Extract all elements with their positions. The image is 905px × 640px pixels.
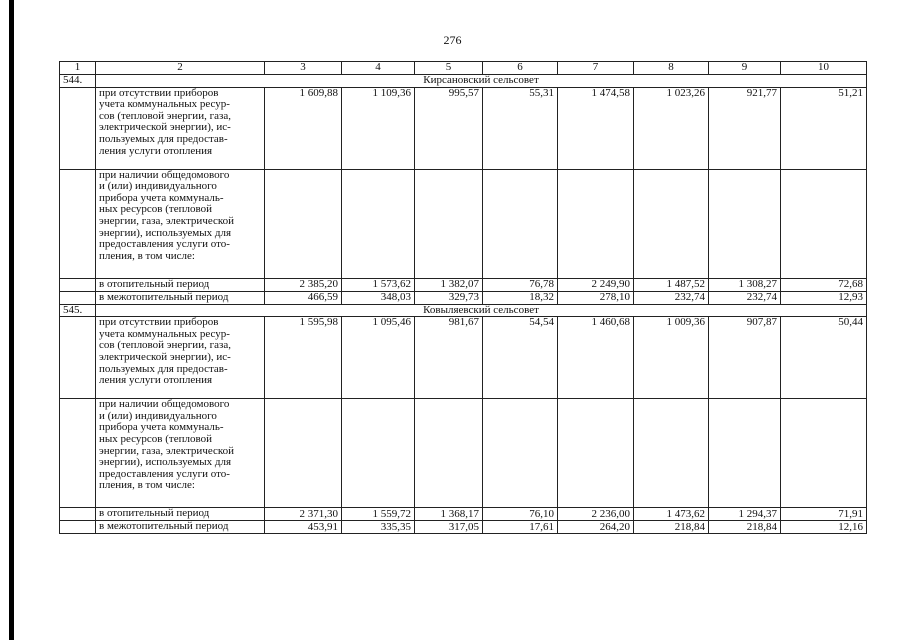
value-cell: 907,87 <box>709 317 781 399</box>
page-number: 276 <box>443 33 462 47</box>
value-cell: 1 023,26 <box>634 87 709 169</box>
value-cell <box>415 169 483 278</box>
section-name: Ковыляевский сельсовет <box>96 304 867 317</box>
value-cell: 76,10 <box>483 508 558 521</box>
value-cell <box>634 169 709 278</box>
value-cell: 2 385,20 <box>265 278 342 291</box>
value-cell: 278,10 <box>558 291 634 304</box>
column-number-row <box>60 62 867 75</box>
row-description <box>96 87 265 169</box>
row-number-cell <box>60 291 96 304</box>
value-cell: 1 473,62 <box>634 508 709 521</box>
row-non-heating-period <box>60 521 867 534</box>
row-description: в отопительный период <box>96 278 265 291</box>
section-number: 544. <box>60 75 96 88</box>
value-cell: 232,74 <box>709 291 781 304</box>
value-cell: 232,74 <box>634 291 709 304</box>
description-line: пления, в том числе: <box>99 479 195 492</box>
col-header: 1 <box>60 62 96 75</box>
value-cell <box>265 399 342 508</box>
row-description <box>96 169 265 278</box>
value-cell: 76,78 <box>483 278 558 291</box>
row-number-cell <box>60 399 96 508</box>
col-header: 6 <box>483 62 558 75</box>
value-cell: 218,84 <box>634 521 709 534</box>
value-cell: 1 294,37 <box>709 508 781 521</box>
description-line: прибора учета коммуналь- <box>99 421 224 434</box>
description-line: пользуемых для предостав- <box>99 132 228 145</box>
value-cell: 264,20 <box>558 521 634 534</box>
section-number: 545. <box>60 304 96 317</box>
value-cell: 55,31 <box>483 87 558 169</box>
description-line: предоставления услуги ото- <box>99 238 230 251</box>
col-header: 10 <box>781 62 867 75</box>
value-cell: 348,03 <box>342 291 415 304</box>
description-line: энергии, газа, электрической <box>99 214 235 227</box>
value-cell: 1 559,72 <box>342 508 415 521</box>
value-cell: 453,91 <box>265 521 342 534</box>
row-without-meters <box>60 87 867 169</box>
value-cell: 1 487,52 <box>634 278 709 291</box>
col-header: 8 <box>634 62 709 75</box>
value-cell <box>781 399 867 508</box>
row-non-heating-period <box>60 291 867 304</box>
value-cell <box>558 399 634 508</box>
description-line: пления, в том числе: <box>99 249 195 262</box>
value-cell: 1 460,68 <box>558 317 634 399</box>
description-line: и (или) индивидуального <box>99 180 217 193</box>
value-cell <box>342 169 415 278</box>
description-line: при отсутствии приборов <box>99 87 219 99</box>
section-title-row <box>60 75 867 88</box>
value-cell <box>483 399 558 508</box>
description-line: ления услуги отопления <box>99 374 213 387</box>
description-line: прибора учета коммуналь- <box>99 191 224 204</box>
description-line: пользуемых для предостав- <box>99 362 228 375</box>
value-cell <box>265 169 342 278</box>
row-description: в межотопительный период <box>96 521 265 534</box>
value-cell <box>483 169 558 278</box>
value-cell: 1 109,36 <box>342 87 415 169</box>
description-line: электрической энергии), ис- <box>99 350 231 363</box>
description-line: ления услуги отопления <box>99 144 213 157</box>
row-with-meters <box>60 169 867 278</box>
description-line: ных ресурсов (тепловой <box>99 203 212 216</box>
description-line: при наличии общедомового <box>99 169 230 181</box>
value-cell: 2 236,00 <box>558 508 634 521</box>
col-header: 7 <box>558 62 634 75</box>
row-description <box>96 399 265 508</box>
value-cell: 12,93 <box>781 291 867 304</box>
section-title-row <box>60 304 867 317</box>
value-cell: 50,44 <box>781 317 867 399</box>
value-cell: 1 308,27 <box>709 278 781 291</box>
value-cell: 2 371,30 <box>265 508 342 521</box>
value-cell: 921,77 <box>709 87 781 169</box>
value-cell: 1 368,17 <box>415 508 483 521</box>
description-line: учета коммунальных ресур- <box>99 327 230 340</box>
value-cell: 1 595,98 <box>265 317 342 399</box>
value-cell: 71,91 <box>781 508 867 521</box>
value-cell <box>709 399 781 508</box>
section-name: Кирсановский сельсовет <box>96 75 867 88</box>
value-cell: 995,57 <box>415 87 483 169</box>
value-cell: 1 609,88 <box>265 87 342 169</box>
row-heating-period <box>60 508 867 521</box>
value-cell: 18,32 <box>483 291 558 304</box>
row-heating-period <box>60 278 867 291</box>
row-number-cell <box>60 521 96 534</box>
value-cell <box>709 169 781 278</box>
description-line: и (или) индивидуального <box>99 409 217 422</box>
row-description <box>96 317 265 399</box>
description-line: энергии, газа, электрической <box>99 444 235 457</box>
value-cell: 17,61 <box>483 521 558 534</box>
row-number-cell <box>60 317 96 399</box>
row-description: в отопительный период <box>96 508 265 521</box>
description-line: сов (тепловой энергии, газа, <box>99 109 231 122</box>
row-number-cell <box>60 87 96 169</box>
value-cell: 72,68 <box>781 278 867 291</box>
col-header: 9 <box>709 62 781 75</box>
description-line: при отсутствии приборов <box>99 316 219 329</box>
description-line: электрической энергии), ис- <box>99 121 231 134</box>
col-header: 2 <box>96 62 265 75</box>
value-cell: 335,35 <box>342 521 415 534</box>
col-header: 4 <box>342 62 415 75</box>
value-cell: 51,21 <box>781 87 867 169</box>
value-cell <box>634 399 709 508</box>
value-cell <box>781 169 867 278</box>
description-line: энергии), используемых для <box>99 226 232 239</box>
description-line: предоставления услуги ото- <box>99 467 230 480</box>
description-line: ных ресурсов (тепловой <box>99 432 212 445</box>
value-cell <box>558 169 634 278</box>
col-header: 3 <box>265 62 342 75</box>
value-cell: 2 249,90 <box>558 278 634 291</box>
col-header: 5 <box>415 62 483 75</box>
row-description: в межотопительный период <box>96 291 265 304</box>
value-cell: 317,05 <box>415 521 483 534</box>
row-number-cell <box>60 508 96 521</box>
value-cell: 12,16 <box>781 521 867 534</box>
row-number-cell <box>60 278 96 291</box>
value-cell: 54,54 <box>483 317 558 399</box>
value-cell: 981,67 <box>415 317 483 399</box>
description-line: учета коммунальных ресур- <box>99 98 230 111</box>
description-line: сов (тепловой энергии, газа, <box>99 339 231 352</box>
value-cell: 329,73 <box>415 291 483 304</box>
description-line: энергии), используемых для <box>99 456 232 469</box>
row-with-meters <box>60 399 867 508</box>
value-cell <box>415 399 483 508</box>
row-without-meters <box>60 317 867 399</box>
description-line: при наличии общедомового <box>99 398 230 411</box>
value-cell: 1 009,36 <box>634 317 709 399</box>
value-cell <box>342 399 415 508</box>
value-cell: 466,59 <box>265 291 342 304</box>
row-number-cell <box>60 169 96 278</box>
value-cell: 1 382,07 <box>415 278 483 291</box>
value-cell: 1 573,62 <box>342 278 415 291</box>
page-edge-bar <box>9 0 14 640</box>
value-cell: 218,84 <box>709 521 781 534</box>
value-cell: 1 095,46 <box>342 317 415 399</box>
value-cell: 1 474,58 <box>558 87 634 169</box>
tariff-table <box>59 61 867 534</box>
